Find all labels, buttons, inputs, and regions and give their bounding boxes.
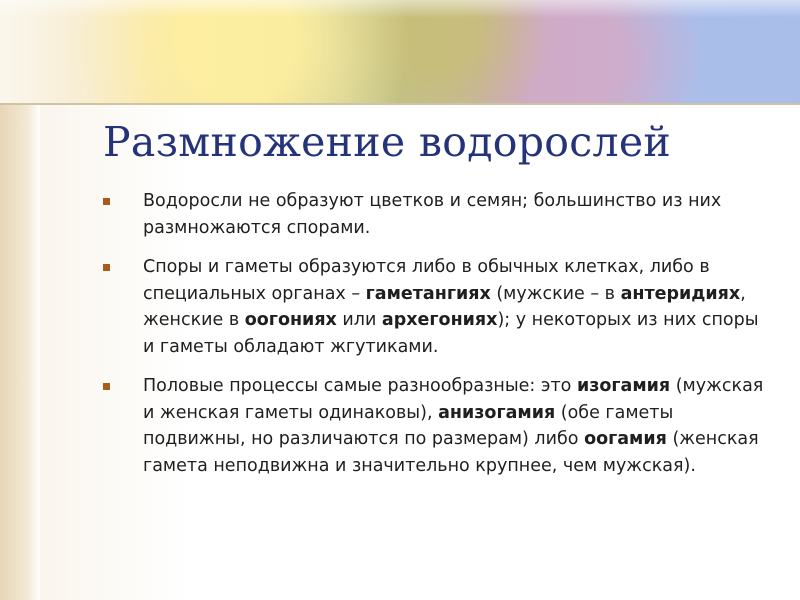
bold-term: гаметангиях	[365, 283, 491, 304]
bold-term: антеридиях	[620, 283, 741, 304]
banner-fade-top	[0, 0, 800, 18]
text-run: или	[336, 310, 382, 330]
bullet-item	[101, 254, 771, 360]
text-run: (мужские – в	[490, 283, 621, 304]
text-run: (обе гаметы подвижны, но различаются по размерам) либо	[143, 402, 674, 449]
slide-title: Размножение водорослей	[103, 118, 672, 166]
bullet-item	[101, 373, 771, 479]
text-run: ); у некоторых из них споры и гаметы обладают жгутиками.	[143, 310, 759, 357]
bullet-text	[143, 257, 759, 357]
bullet-text	[143, 191, 721, 238]
text-run: , женские в	[143, 283, 746, 330]
bold-term: анизогамия	[438, 402, 556, 423]
text-run: Споры и гаметы образуются либо в обычных клетках, либо в специальных органах –	[143, 257, 710, 304]
bullet-list	[101, 188, 771, 492]
bullet-square-icon	[103, 264, 110, 271]
bold-term: оогониях	[244, 310, 337, 330]
bold-term: оогамия	[584, 429, 667, 449]
bullet-text	[143, 376, 763, 476]
text-run: Половые процессы самые разнообразные: это	[143, 376, 577, 396]
text-run: Водоросли не образуют цветков и семян; большинство из них размножаются спорами.	[143, 191, 722, 238]
bullet-square-icon	[103, 198, 110, 205]
bullet-item	[101, 188, 771, 241]
bold-term: изогамия	[576, 376, 671, 396]
top-decorative-banner	[0, 0, 800, 105]
bullet-square-icon	[103, 383, 110, 390]
bold-term: архегониях	[381, 310, 498, 330]
text-run: (мужская и женская гаметы одинаковы),	[143, 376, 764, 423]
text-run: (женская гамета неподвижна и значительно крупнее, чем мужская).	[143, 429, 759, 476]
